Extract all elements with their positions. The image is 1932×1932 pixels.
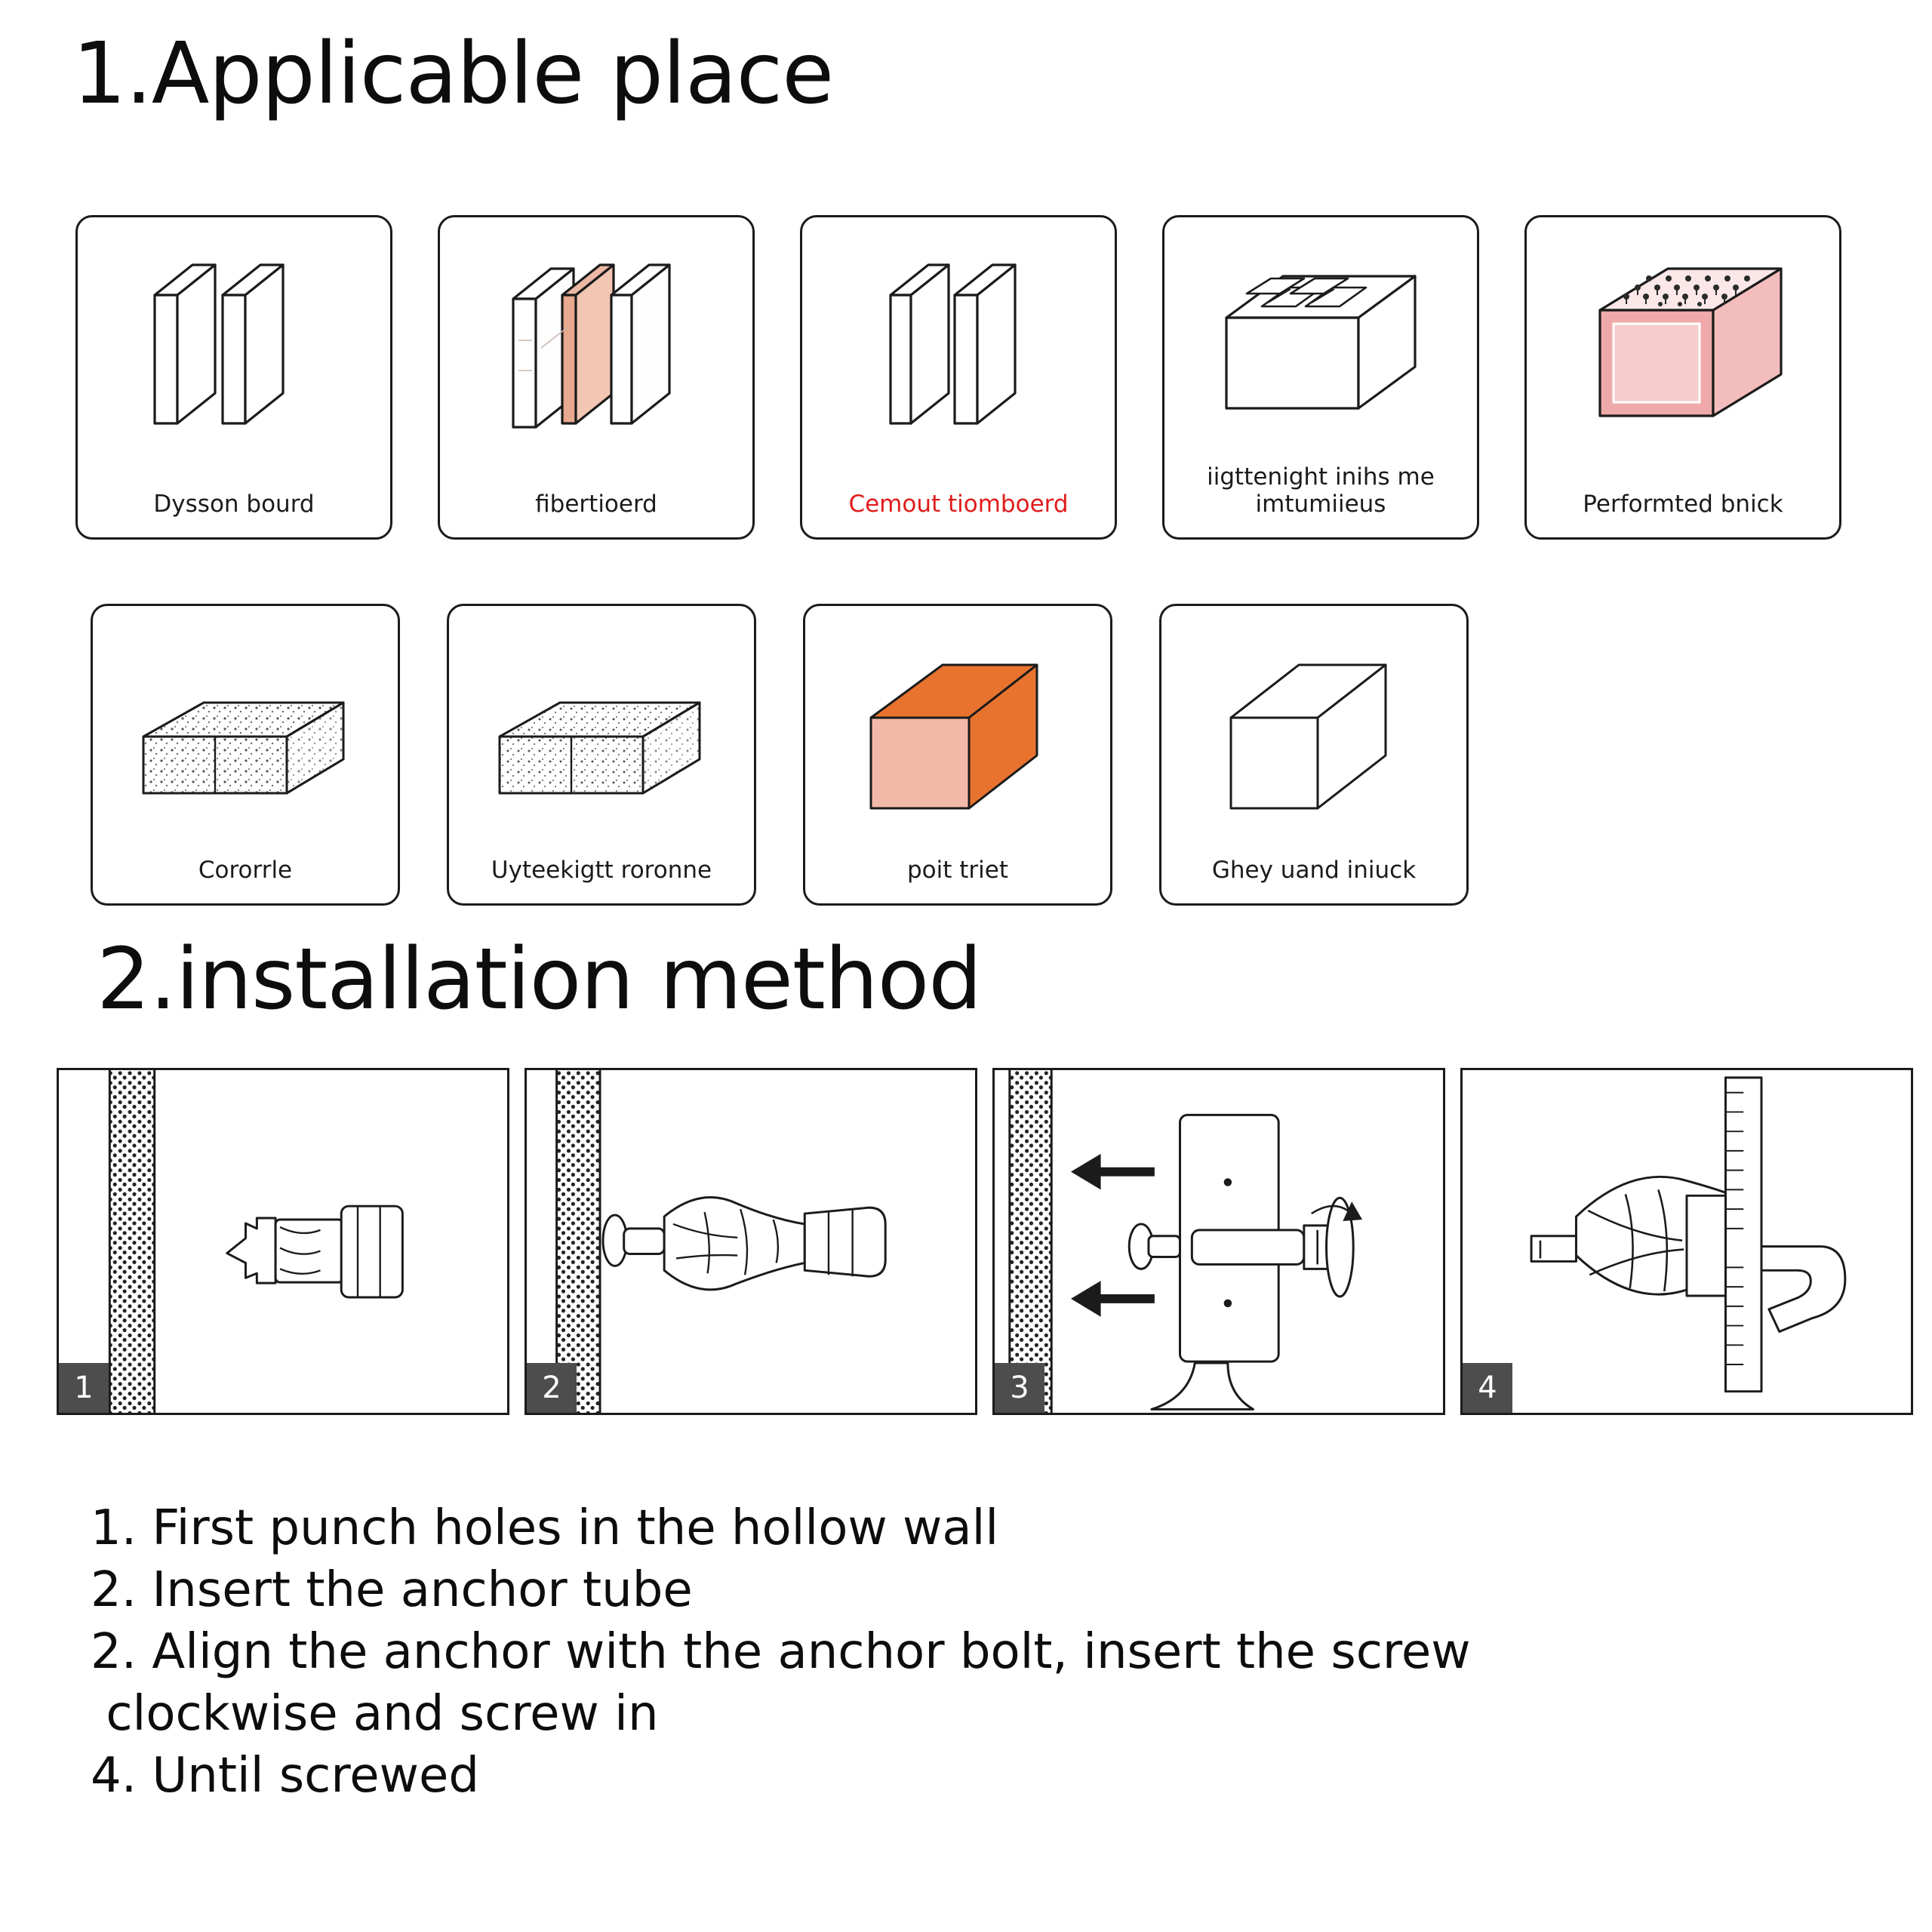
page-title-installation-method: 2.installation method (97, 931, 982, 1029)
grey-brick-icon (1161, 620, 1466, 846)
step-number-badge: 1 (59, 1363, 109, 1413)
material-label: Uyteekigtt roronne (491, 857, 712, 884)
installation-step-3[interactable] (992, 1068, 1445, 1415)
page-title-applicable-place: 1.Applicable place (72, 25, 834, 123)
solid-clay-brick-icon (805, 620, 1110, 846)
applicable-materials-row-1 (75, 215, 1841, 540)
instruction-line: 2. Align the anchor with the anchor bolt, insert the screw (91, 1623, 1471, 1680)
material-card-ghey-uand-iniuck[interactable] (1159, 604, 1469, 906)
material-card-cororrle[interactable] (91, 604, 400, 906)
instruction-line: clockwise and screw in (91, 1685, 659, 1742)
material-card-hollow-block[interactable] (1162, 215, 1479, 540)
instruction-line: 2. Insert the anchor tube (91, 1561, 693, 1618)
material-label: Dysson bourd (153, 491, 315, 518)
material-label: iigttenight inihs me imtumiieus (1207, 463, 1435, 518)
step-number-badge: 2 (527, 1363, 577, 1413)
step-number-badge: 3 (995, 1363, 1044, 1413)
material-label: Cemout tiomboerd (848, 491, 1069, 518)
concrete-block-icon (93, 620, 398, 846)
instruction-line: 4. Until screwed (91, 1747, 479, 1804)
instruction-list (91, 1498, 1887, 1807)
material-label: Ghey uand iniuck (1211, 857, 1417, 884)
material-label: Performted bnick (1583, 491, 1783, 518)
installation-step-1[interactable] (57, 1068, 509, 1415)
screw-in-anchor-icon (1463, 1070, 1911, 1414)
installation-steps-row (57, 1068, 1913, 1415)
anchor-tube-icon (527, 1070, 975, 1414)
material-card-poit-triet[interactable] (803, 604, 1112, 906)
applicable-materials-row-2 (91, 604, 1515, 906)
instruction-line: 1. First punch holes in the hollow wall (91, 1500, 999, 1556)
step-number-badge: 4 (1463, 1363, 1512, 1413)
fiber-board-icon (440, 231, 752, 457)
installation-step-4[interactable] (1460, 1068, 1913, 1415)
installation-step-2[interactable] (525, 1068, 977, 1415)
two-panel-board-icon (78, 231, 390, 457)
lightweight-concrete-icon (449, 620, 754, 846)
material-label: poit triet (906, 857, 1008, 884)
material-card-fibertioerd[interactable] (438, 215, 755, 540)
material-card-uyteekigtt-roronne[interactable] (447, 604, 756, 906)
material-label: fibertioerd (535, 491, 657, 518)
material-label: Cororrle (198, 857, 293, 884)
drill-bit-icon (59, 1070, 507, 1414)
setting-tool-icon (995, 1070, 1443, 1414)
material-card-performted-bnick[interactable] (1524, 215, 1841, 540)
hollow-block-icon (1164, 231, 1477, 457)
material-card-dysson-bourd[interactable] (75, 215, 392, 540)
perforated-brick-icon (1527, 231, 1839, 457)
cement-board-icon (802, 231, 1115, 457)
material-card-cemout-tiomboerd[interactable] (800, 215, 1117, 540)
